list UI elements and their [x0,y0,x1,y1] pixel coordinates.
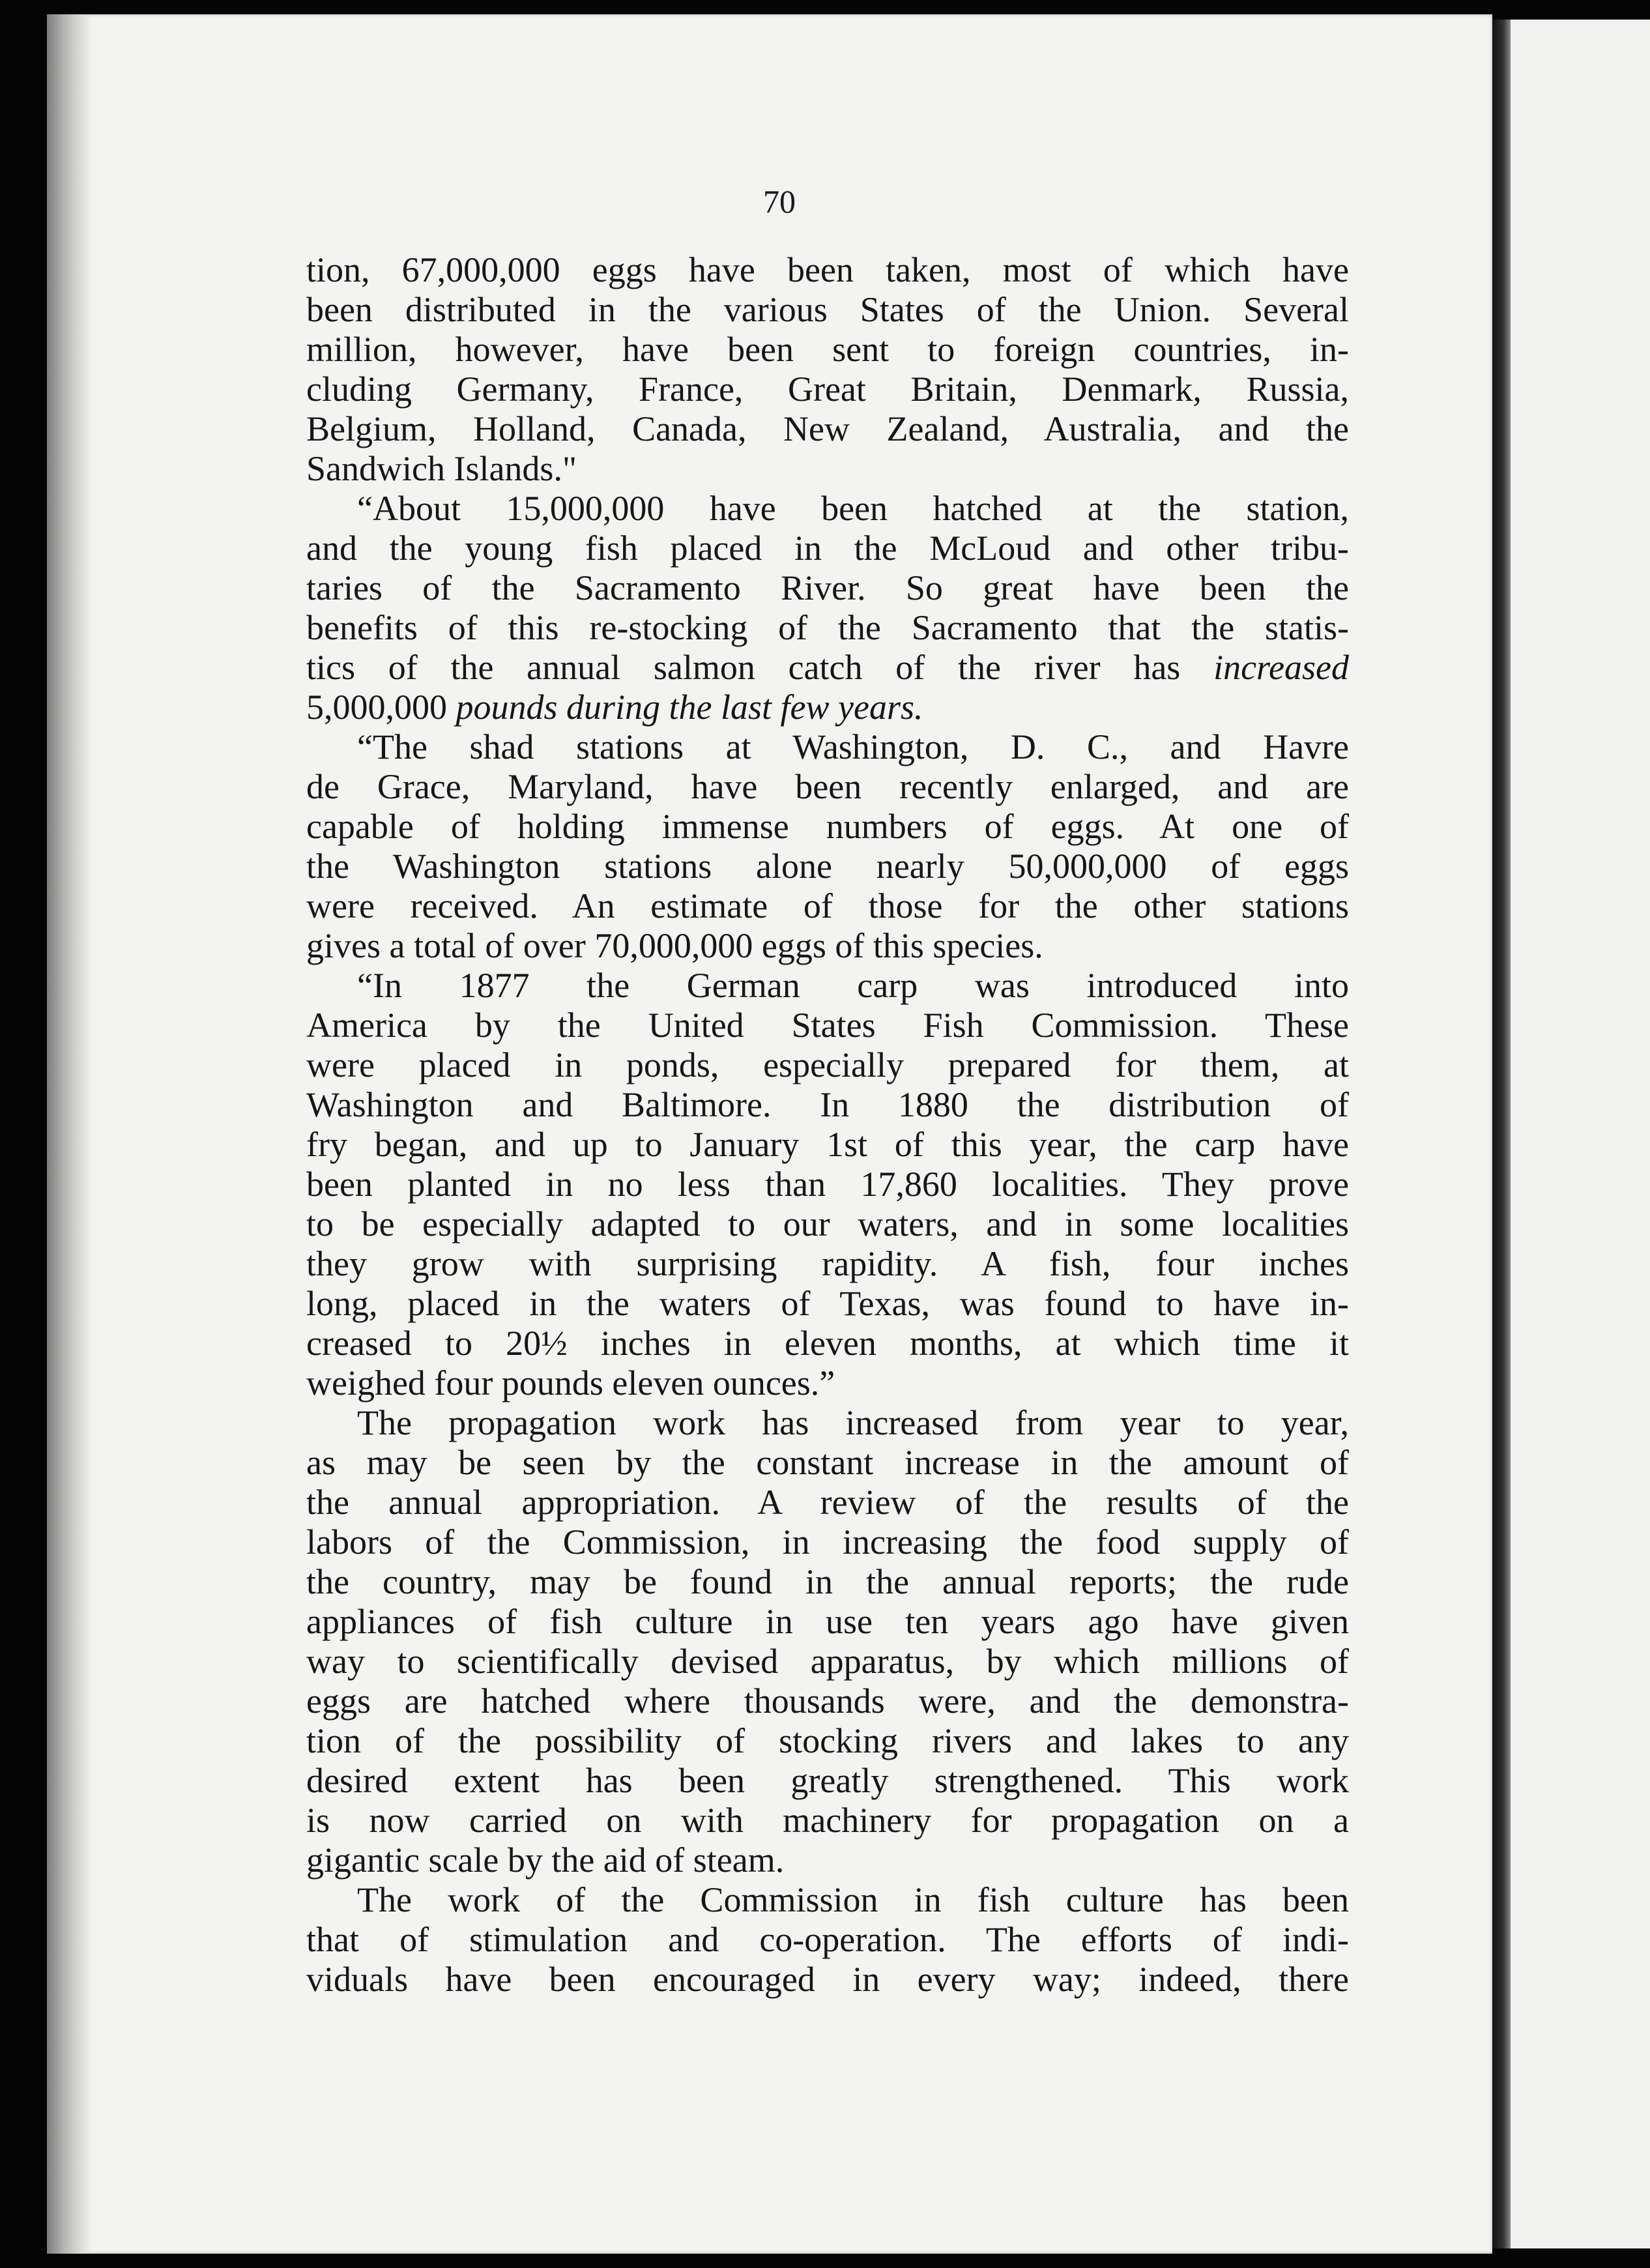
text-line: taries of the Sacramento River. So great have been the [306,568,1349,607]
text-line: creased to 20½ inches in eleven months, at which time it [306,1324,1349,1363]
page-number: 70 [763,183,796,220]
text-line: gigantic scale by the aid of steam. [306,1840,785,1880]
text-line: the Washington stations alone nearly 50,000,000 of eggs [306,847,1349,886]
text-line: is now carried on with machinery for propagation on a [306,1801,1349,1840]
paragraph-5 [306,1403,1349,1880]
text-line: they grow with surprising rapidity. A fish, four inches [306,1244,1349,1283]
paragraph-4 [306,966,1349,1403]
text-line: been planted in no less than 17,860 localities. They prove [306,1165,1349,1204]
text-line: de Grace, Maryland, have been recently enlarged, and are [306,767,1349,806]
text-line: weighed four pounds eleven ounces.” [306,1363,835,1403]
text-line: to be especially adapted to our waters, and in some localities [306,1204,1349,1243]
text-line: tion, 67,000,000 eggs have been taken, most of which have [306,250,1349,289]
text-line: as may be seen by the constant increase in the amount of [306,1443,1349,1482]
text-line: fry began, and up to January 1st of this year, the carp have [306,1125,1349,1164]
paragraph-3 [306,727,1349,966]
italic-text: increased [1213,648,1349,687]
text-line: the country, may be found in the annual reports; the rude [306,1562,1349,1601]
text-line: cluding Germany, France, Great Britain, Denmark, Russia, [306,370,1349,409]
page-gutter-shadow [1492,20,1511,2248]
text-segment: tics of the annual salmon catch of the river has [306,648,1214,687]
paragraph-1 [306,250,1349,489]
text-line: and the young fish placed in the McLoud and other tribu- [306,529,1349,568]
text-line: long, placed in the waters of Texas, was found to have in- [306,1284,1349,1323]
italic-text: pounds during the last few years. [456,688,923,727]
text-line: Belgium, Holland, Canada, New Zealand, Australia, and the [306,409,1349,448]
text-line: tion of the possibility of stocking rivers and lakes to any [306,1721,1349,1760]
text-line [306,648,1349,688]
text-line: The work of the Commission in fish culture has been [357,1880,1349,1919]
text-line: appliances of fish culture in use ten years ago have given [306,1602,1349,1641]
text-segment: 5,000,000 [306,688,456,727]
text-line: million, however, have been sent to foreign countries, in- [306,330,1349,369]
text-line: gives a total of over 70,000,000 eggs of this species. [306,926,1043,965]
text-line [306,688,1349,727]
text-line: “About 15,000,000 have been hatched at the station, [357,489,1349,528]
text-line: eggs are hatched where thousands were, and the demonstra- [306,1681,1349,1721]
text-line: labors of the Commission, in increasing the food supply of [306,1522,1349,1562]
text-line: the annual appropriation. A review of the results of the [306,1483,1349,1522]
text-line: were received. An estimate of those for the other stations [306,886,1349,925]
body-text [306,250,1349,1999]
text-line: that of stimulation and co-operation. The efforts of indi- [306,1920,1349,1959]
text-line: were placed in ponds, especially prepared for them, at [306,1045,1349,1084]
binding-edge [47,14,93,2254]
text-line: benefits of this re-stocking of the Sacramento that the statis- [306,608,1349,647]
text-line: viduals have been encouraged in every way; indeed, there [306,1960,1349,1999]
text-line: Washington and Baltimore. In 1880 the distribution of [306,1085,1349,1124]
text-line: way to scientifically devised apparatus, by which millions of [306,1642,1349,1681]
text-line: Sandwich Islands." [306,449,577,488]
text-line: “The shad stations at Washington, D. C., and Havre [357,727,1349,766]
paragraph-2 [306,489,1349,727]
book-page [47,14,1492,2254]
facing-page-edge [1511,20,1650,2248]
text-line: “In 1877 the German carp was introduced into [357,966,1349,1005]
text-line: America by the United States Fish Commission. These [306,1006,1349,1045]
text-line: The propagation work has increased from year to year, [357,1403,1349,1442]
text-line: been distributed in the various States of the Union. Several [306,290,1349,329]
text-line: desired extent has been greatly strengthened. This work [306,1761,1349,1800]
text-line: capable of holding immense numbers of eggs. At one of [306,807,1349,846]
paragraph-6 [306,1880,1349,1999]
